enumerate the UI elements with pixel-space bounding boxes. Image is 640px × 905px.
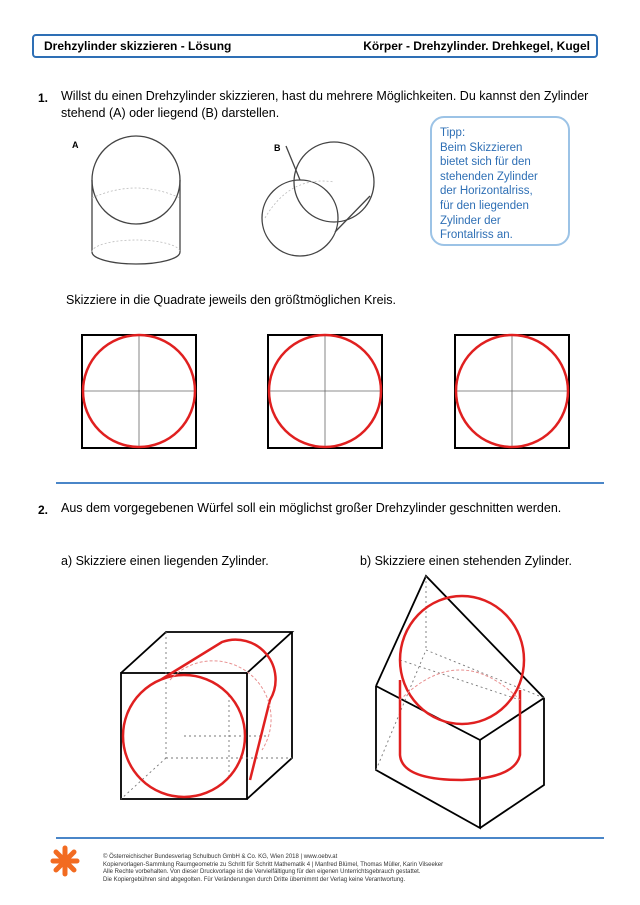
tip-line: Beim Skizzieren — [440, 141, 523, 154]
footer-line: Kopiervorlagen-Sammlung Raumgeometrie zu Schritt für Schritt Mathematik 4 | Manfred Blümel, Thomas Müller, Karin Vilseeker — [103, 861, 444, 868]
cylinder-b — [262, 142, 374, 256]
header-topic: Körper - Drehzylinder. Drehkegel, Kugel — [363, 39, 590, 53]
cylinder-a — [92, 136, 180, 264]
task2-number: 2. — [38, 503, 49, 517]
cube-a — [121, 632, 292, 799]
square-3 — [455, 335, 569, 448]
tip-line: der Horizontalriss, — [440, 185, 533, 198]
task1-number: 1. — [38, 91, 49, 105]
label-a: A — [72, 140, 79, 150]
footer-line: © Österreichischer Bundesverlag Schulbuch GmbH & Co. KG, Wien 2018 | www.oebv.at — [103, 854, 338, 860]
tip-line: für den liegenden — [440, 199, 529, 212]
task1-text-line2: stehend (A) oder liegend (B) darstellen. — [61, 106, 280, 120]
tip-line: Zylinder der — [440, 214, 501, 227]
header-title: Drehzylinder skizzieren - Lösung — [44, 39, 232, 53]
tip-line: Frontalriss an. — [440, 229, 513, 242]
solution-cylinder-a — [123, 640, 276, 797]
solution-cylinder-b — [400, 596, 524, 780]
footer-divider — [56, 837, 604, 839]
square-2 — [268, 335, 382, 448]
footer-line: Alle Rechte vorbehalten. Von dieser Druckvorlage ist die Vervielfältigung für den eigenen Unterrichtsgebrauch gestattet. — [103, 869, 421, 876]
task2a-text: a) Skizziere einen liegenden Zylinder. — [61, 554, 269, 568]
task1-text-line1: Willst du einen Drehzylinder skizzieren, hast du mehrere Möglichkeiten. Du kannst den Zylinder — [61, 89, 589, 103]
footer-line: Die Kopiergebühren sind abgegolten. Für Veränderungen durch Dritte übernimmt der Verlag keine Verantwortung. — [103, 876, 406, 883]
tip-line: Tipp: — [440, 127, 466, 139]
label-b: B — [274, 143, 281, 153]
footer-copyright — [103, 854, 443, 884]
tip-line: stehenden Zylinder — [440, 170, 538, 183]
task2b-text: b) Skizziere einen stehenden Zylinder. — [360, 554, 572, 568]
publisher-logo — [53, 848, 77, 874]
task2-text: Aus dem vorgegebenen Würfel soll ein möglichst großer Drehzylinder geschnitten werden. — [61, 501, 562, 515]
tip-line: bietet sich für den — [440, 156, 531, 169]
cube-b — [376, 576, 544, 828]
square-1 — [82, 335, 196, 448]
task1-instruction: Skizziere in die Quadrate jeweils den größtmöglichen Kreis. — [66, 293, 397, 307]
